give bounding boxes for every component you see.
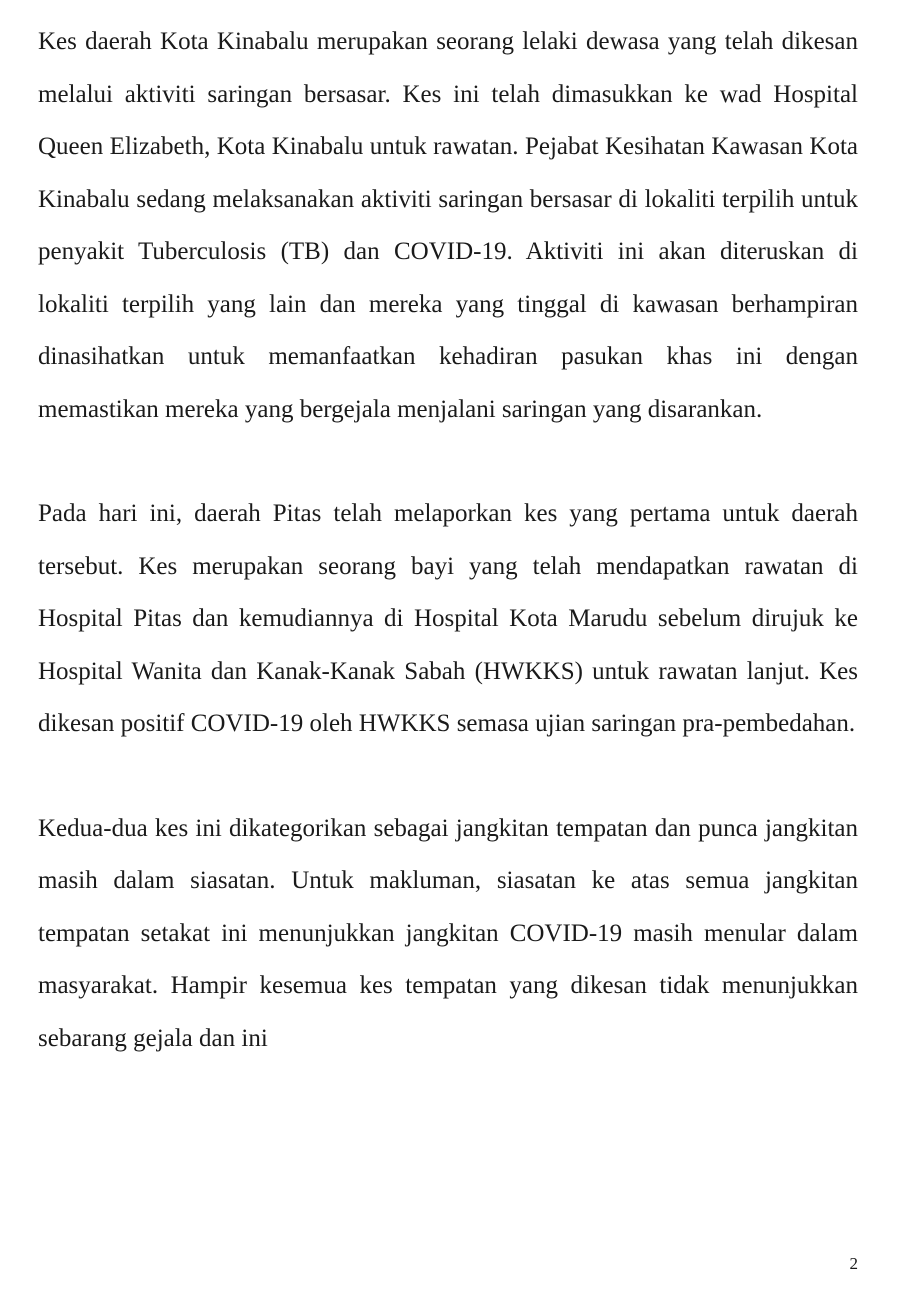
paragraph-pitas-case: Pada hari ini, daerah Pitas telah melaporkan kes yang pertama untuk daerah tersebut. Kes merupakan seorang bayi yang telah mendapatkan rawatan di Hospital Pitas dan kemudiannya di Hospital Kota Marudu sebelum dirujuk ke Hospital Wanita dan Kanak-Kanak Sabah (HWKKS) untuk rawatan lanjut. Kes dikesan positif COVID-19 oleh HWKKS semasa ujian saringan pra-pembedahan. bbox=[38, 500, 858, 737]
document-page bbox=[38, 16, 858, 1065]
page-number: 2 bbox=[849, 1254, 858, 1273]
paragraph-kota-kinabalu-case: Kes daerah Kota Kinabalu merupakan seorang lelaki dewasa yang telah dikesan melalui aktiviti saringan bersasar. Kes ini telah dimasukkan ke wad Hospital Queen Elizabeth, Kota Kinabalu untuk rawatan. Pejabat Kesihatan Kawasan Kota Kinabalu sedang melaksanakan aktiviti saringan bersasar di lokaliti terpilih untuk penyakit Tuberculosis (TB) dan COVID-19. Aktiviti ini akan diteruskan di lokaliti terpilih yang lain dan mereka yang tinggal di kawasan berhampiran dinasihatkan untuk memanfaatkan kehadiran pasukan khas ini dengan memastikan mereka yang bergejala menjalani saringan yang disarankan. bbox=[38, 28, 858, 423]
paragraph-local-infection: Kedua-dua kes ini dikategorikan sebagai jangkitan tempatan dan punca jangkitan masih dalam siasatan. Untuk makluman, siasatan ke atas semua jangkitan tempatan setakat ini menunjukkan jangkitan COVID-19 masih menular dalam masyarakat. Hampir kesemua kes tempatan yang dikesan tidak menunjukkan sebarang gejala dan ini bbox=[38, 814, 858, 1052]
